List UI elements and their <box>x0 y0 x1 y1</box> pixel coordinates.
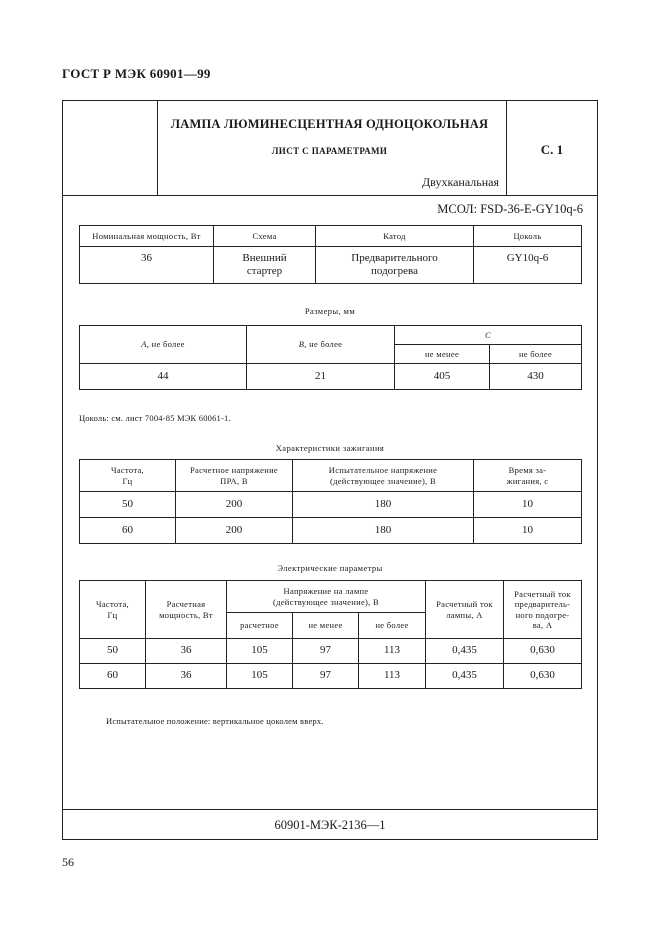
el-preheat-1: 0,630 <box>504 639 582 664</box>
power-value: 36 <box>80 247 214 284</box>
ignition-table <box>79 459 582 544</box>
el-header-current: Расчетный ток лампы, А <box>426 581 504 639</box>
cap-value: GY10q-6 <box>474 247 582 284</box>
ign-header-time: Время за- жигания, с <box>474 460 582 492</box>
el-power-2: 36 <box>146 664 227 689</box>
ign-time-1: 10 <box>474 492 582 518</box>
ignition-caption: Характеристики зажигания <box>275 443 385 453</box>
table-row <box>80 492 582 518</box>
el-current-1: 0,435 <box>426 639 504 664</box>
header-left-cell <box>62 100 158 196</box>
dimensions-table <box>79 325 582 390</box>
footer-divider <box>62 809 598 810</box>
dim-c-max-value: 430 <box>490 364 582 390</box>
standard-number: ГОСТ Р МЭК 60901—99 <box>62 66 211 81</box>
ign-header-freq: Частота, Гц <box>80 460 176 492</box>
scheme-line2: стартер <box>246 265 283 277</box>
el-current-2: 0,435 <box>426 664 504 689</box>
ign-freq-2: 60 <box>80 518 176 544</box>
cathode-value <box>316 247 474 284</box>
dim-a-value: 44 <box>80 364 247 390</box>
el-min-2: 97 <box>293 664 359 689</box>
dim-c-min-value: 405 <box>395 364 490 390</box>
el-max-1: 113 <box>359 639 426 664</box>
lamp-type: Двухканальная <box>422 175 499 189</box>
dim-c-max-header: не более <box>490 345 582 364</box>
el-freq-2: 60 <box>80 664 146 689</box>
dim-c-min-header: не менее <box>395 345 490 364</box>
ign-test-2: 180 <box>293 518 474 544</box>
sheet-title: ЛАМПА ЛЮМИНЕСЦЕНТНАЯ ОДНОЦОКОЛЬНАЯ <box>170 117 489 131</box>
header-cap: Цоколь <box>474 226 582 247</box>
sheet-subtitle: ЛИСТ С ПАРАМЕТРАМИ <box>271 146 388 156</box>
electrical-table <box>79 580 582 689</box>
dim-c-header: C <box>395 326 582 345</box>
electrical-caption: Электрические параметры <box>277 563 383 573</box>
header-power: Номинальная мощность, Вт <box>80 226 214 247</box>
dim-b-header: B, не более <box>247 326 395 364</box>
el-header-max: не более <box>359 613 426 639</box>
ign-test-1: 180 <box>293 492 474 518</box>
el-rated-2: 105 <box>227 664 293 689</box>
cathode-line2: подогрева <box>371 265 418 277</box>
el-header-freq: Частота, Гц <box>80 581 146 639</box>
table-row <box>80 639 582 664</box>
el-header-voltage: Напряжение на лампе (действующее значение), В <box>227 581 426 613</box>
cathode-line1: Предварительного <box>351 251 438 264</box>
mcol-code: МСОЛ: FSD-36-E-GY10q-6 <box>437 202 583 216</box>
ign-time-2: 10 <box>474 518 582 544</box>
cap-note: Цоколь: см. лист 7004-85 МЭК 60061-1. <box>79 413 231 423</box>
el-min-1: 97 <box>293 639 359 664</box>
dim-a-header: A, не более <box>80 326 247 364</box>
el-header-preheat: Расчетный ток предваритель- ного подогре- ва, А <box>504 581 582 639</box>
dim-b-value: 21 <box>247 364 395 390</box>
el-header-power: Расчетная мощность, Вт <box>146 581 227 639</box>
ign-freq-1: 50 <box>80 492 176 518</box>
test-position-note: Испытательное положение: вертикальное цоколем вверх. <box>106 716 324 726</box>
el-header-min: не менее <box>293 613 359 639</box>
el-freq-1: 50 <box>80 639 146 664</box>
dimensions-caption: Размеры, мм <box>304 306 356 316</box>
el-rated-1: 105 <box>227 639 293 664</box>
el-power-1: 36 <box>146 639 227 664</box>
page-number: 56 <box>62 855 74 869</box>
footer-code: 60901-МЭК-2136—1 <box>274 818 386 832</box>
ign-voltage-2: 200 <box>176 518 293 544</box>
scheme-value <box>214 247 316 284</box>
table-row <box>80 518 582 544</box>
el-header-rated: расчетное <box>227 613 293 639</box>
sheet-number: С. 1 <box>540 142 564 157</box>
ign-header-test-voltage: Испытательное напряжение (действующее значение), В <box>293 460 474 492</box>
table-row <box>80 664 582 689</box>
el-preheat-2: 0,630 <box>504 664 582 689</box>
main-params-table <box>79 225 582 284</box>
header-cathode: Катод <box>316 226 474 247</box>
ign-header-voltage: Расчетное напряжение ПРА, В <box>176 460 293 492</box>
scheme-line1: Внешний <box>242 251 287 264</box>
header-scheme: Схема <box>214 226 316 247</box>
el-max-2: 113 <box>359 664 426 689</box>
ign-voltage-1: 200 <box>176 492 293 518</box>
